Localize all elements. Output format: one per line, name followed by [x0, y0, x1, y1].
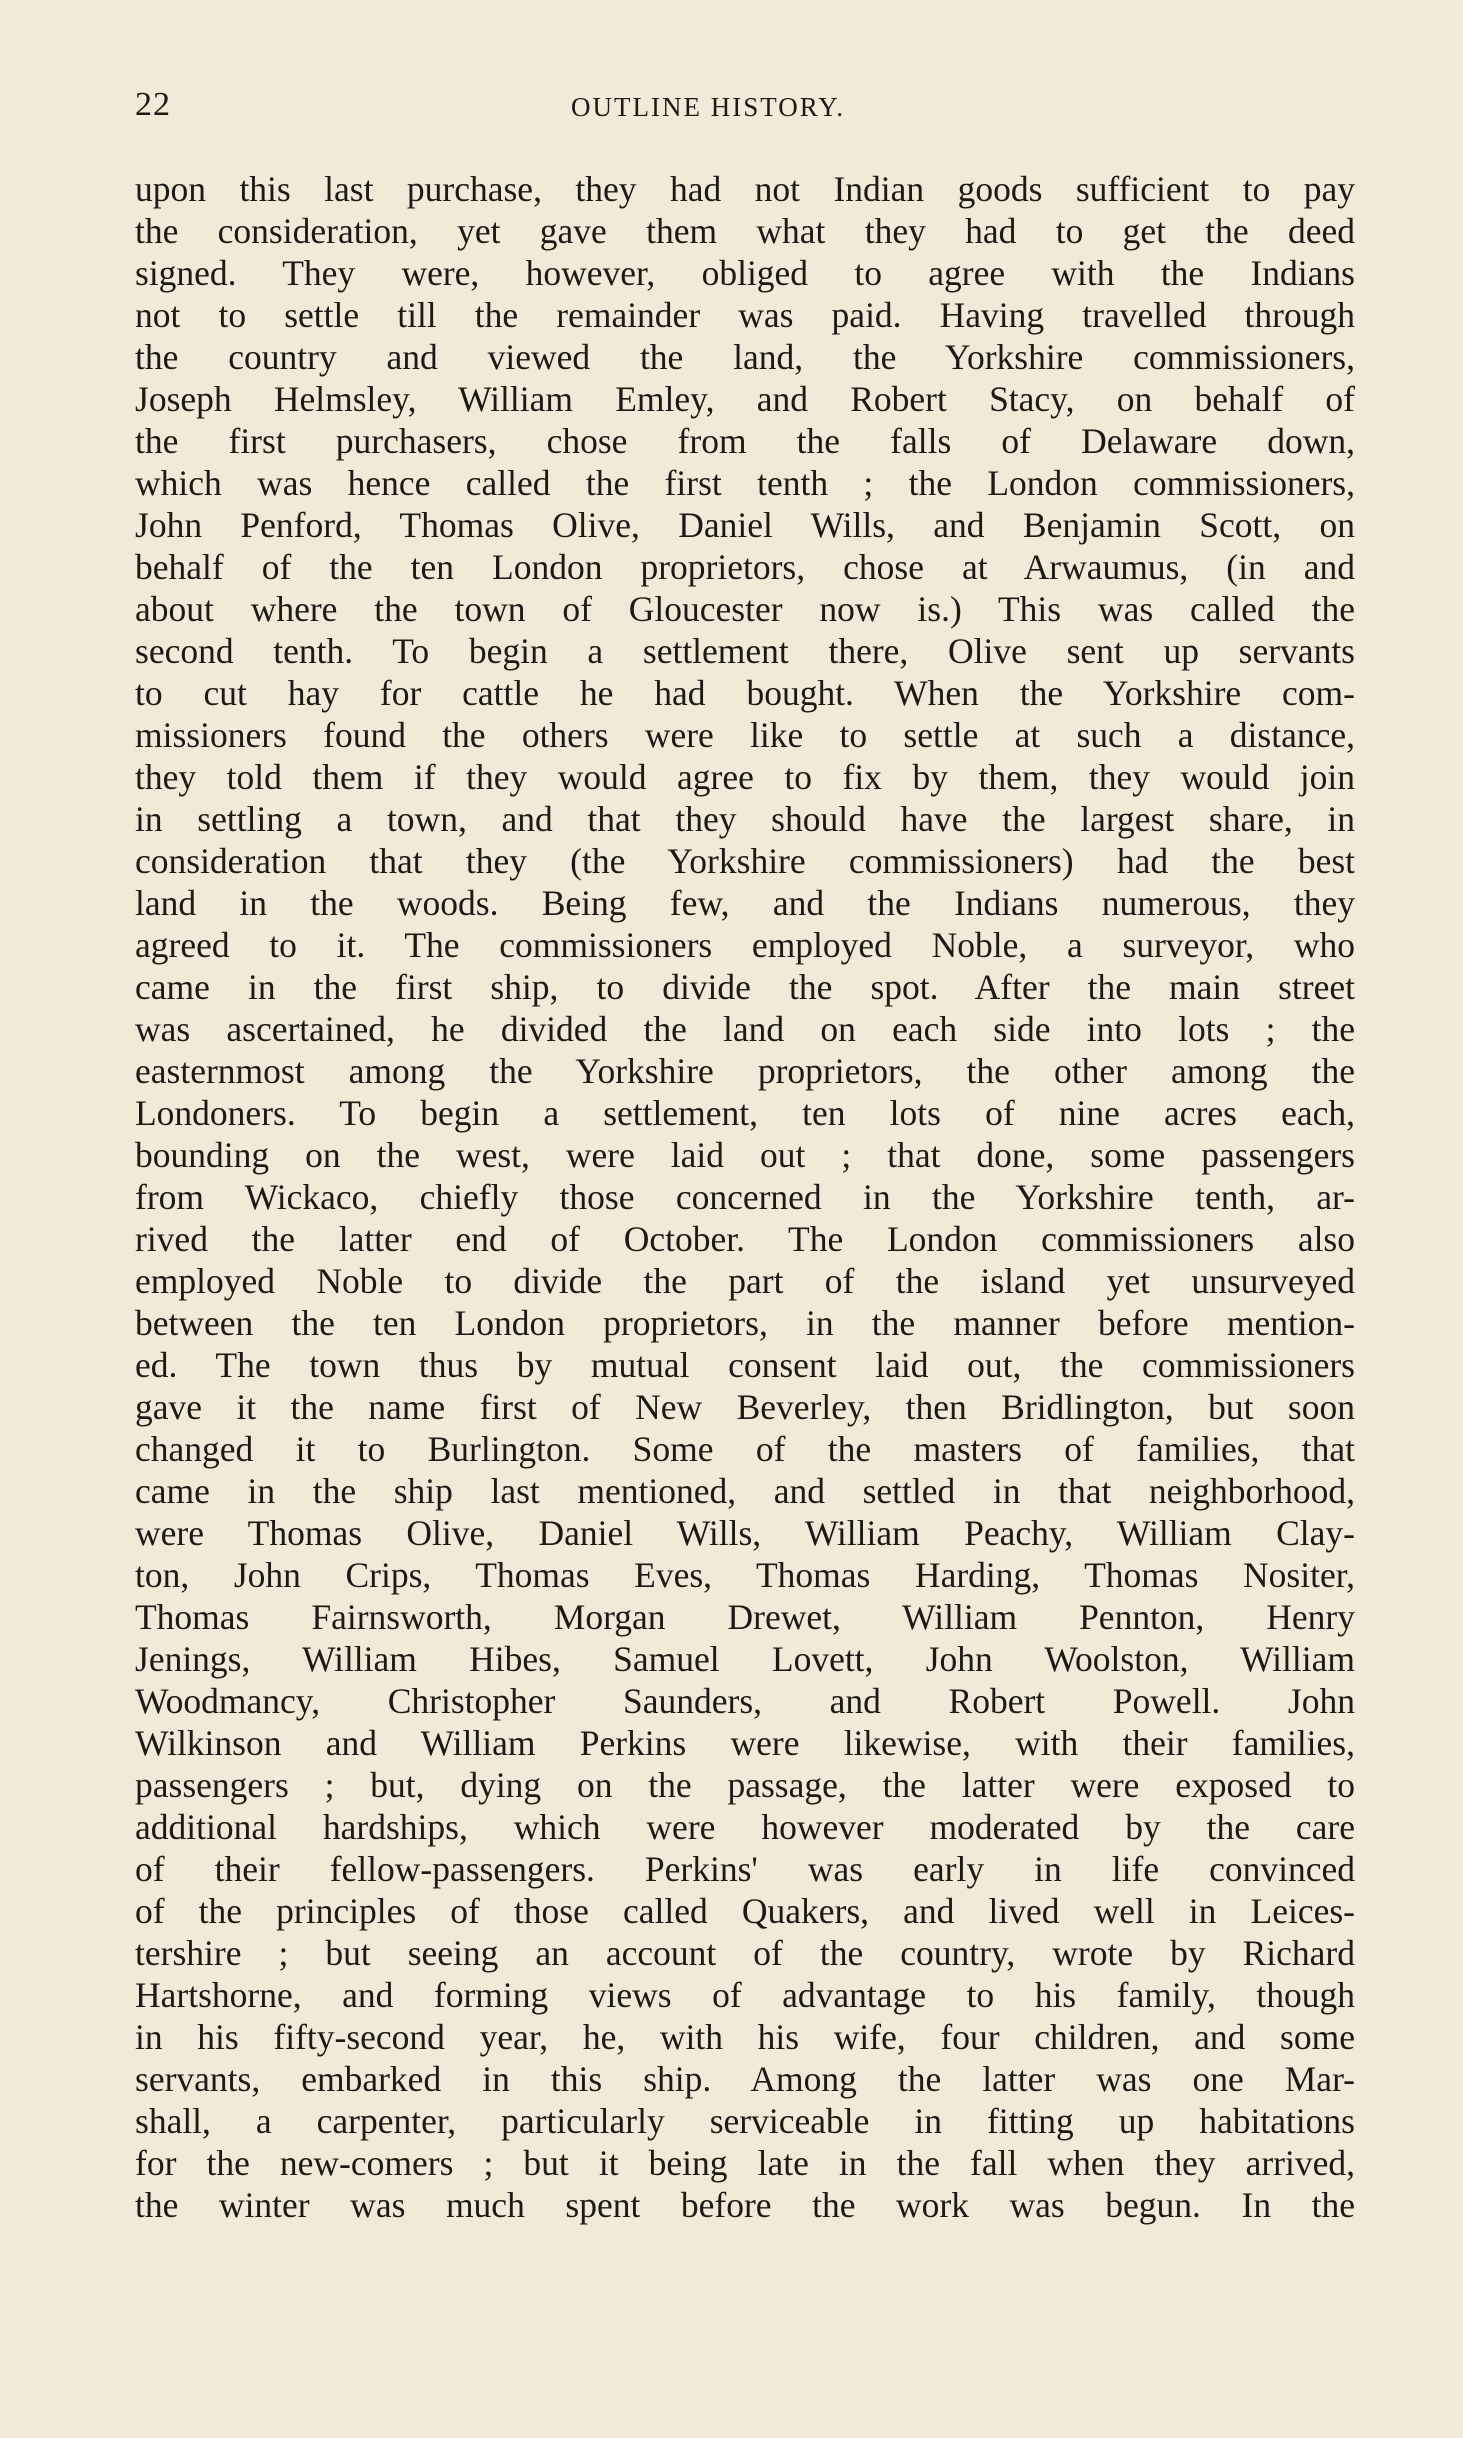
text-line: the winter was much spent before the work was begun. In the: [135, 2185, 1355, 2225]
page-number: 22: [135, 86, 171, 123]
text-line: easternmost among the Yorkshire proprietors, the other among the: [135, 1051, 1355, 1091]
text-line: land in the woods. Being few, and the Indians numerous, they: [135, 883, 1355, 923]
text-line: between the ten London proprietors, in the manner before mention-: [135, 1303, 1355, 1343]
text-line: John Penford, Thomas Olive, Daniel Wills, and Benjamin Scott, on: [135, 505, 1355, 545]
text-line: ed. The town thus by mutual consent laid out, the commissioners: [135, 1345, 1355, 1385]
text-line: came in the first ship, to divide the spot. After the main street: [135, 967, 1355, 1007]
text-line: in settling a town, and that they should have the largest share, in: [135, 799, 1355, 839]
text-line: about where the town of Gloucester now is.) This was called the: [135, 589, 1355, 629]
text-line: changed it to Burlington. Some of the masters of families, that: [135, 1429, 1355, 1469]
text-line: second tenth. To begin a settlement there, Olive sent up servants: [135, 631, 1355, 671]
text-line: Joseph Helmsley, William Emley, and Robert Stacy, on behalf of: [135, 379, 1355, 419]
text-line: passengers ; but, dying on the passage, the latter were exposed to: [135, 1765, 1355, 1805]
text-line: they told them if they would agree to fix by them, they would join: [135, 757, 1355, 797]
text-line: upon this last purchase, they had not Indian goods sufficient to pay: [135, 169, 1355, 209]
text-line: bounding on the west, were laid out ; that done, some passengers: [135, 1135, 1355, 1175]
text-line: the first purchasers, chose from the falls of Delaware down,: [135, 421, 1355, 461]
text-line: to cut hay for cattle he had bought. When the Yorkshire com-: [135, 673, 1355, 713]
text-line: shall, a carpenter, particularly serviceable in fitting up habitations: [135, 2101, 1355, 2141]
text-line: Woodmancy, Christopher Saunders, and Robert Powell. John: [135, 1681, 1355, 1721]
text-line: gave it the name first of New Beverley, then Bridlington, but soon: [135, 1387, 1355, 1427]
text-line: rived the latter end of October. The London commissioners also: [135, 1219, 1355, 1259]
running-head: OUTLINE HISTORY.: [571, 92, 846, 122]
text-line: Londoners. To begin a settlement, ten lots of nine acres each,: [135, 1093, 1355, 1133]
body-text: [135, 168, 1355, 2226]
text-line: not to settle till the remainder was paid. Having travelled through: [135, 295, 1355, 335]
text-line: the country and viewed the land, the Yorkshire commissioners,: [135, 337, 1355, 377]
text-line: Thomas Fairnsworth, Morgan Drewet, William Pennton, Henry: [135, 1597, 1355, 1637]
text-line: of their fellow-passengers. Perkins' was early in life convinced: [135, 1849, 1355, 1889]
text-line: the consideration, yet gave them what they had to get the deed: [135, 211, 1355, 251]
text-line: came in the ship last mentioned, and settled in that neighborhood,: [135, 1471, 1355, 1511]
page-header: [135, 86, 1355, 136]
text-line: servants, embarked in this ship. Among the latter was one Mar-: [135, 2059, 1355, 2099]
text-line: consideration that they (the Yorkshire commissioners) had the best: [135, 841, 1355, 881]
text-line: Hartshorne, and forming views of advantage to his family, though: [135, 1975, 1355, 2015]
text-line: additional hardships, which were however moderated by the care: [135, 1807, 1355, 1847]
text-line: tershire ; but seeing an account of the country, wrote by Richard: [135, 1933, 1355, 1973]
text-line: missioners found the others were like to settle at such a distance,: [135, 715, 1355, 755]
text-line: were Thomas Olive, Daniel Wills, William Peachy, William Clay-: [135, 1513, 1355, 1553]
text-line: ton, John Crips, Thomas Eves, Thomas Harding, Thomas Nositer,: [135, 1555, 1355, 1595]
text-line: behalf of the ten London proprietors, chose at Arwaumus, (in and: [135, 547, 1355, 587]
text-line: signed. They were, however, obliged to agree with the Indians: [135, 253, 1355, 293]
text-line: which was hence called the first tenth ; the London commissioners,: [135, 463, 1355, 503]
text-line: of the principles of those called Quakers, and lived well in Leices-: [135, 1891, 1355, 1931]
text-line: was ascertained, he divided the land on each side into lots ; the: [135, 1009, 1355, 1049]
text-line: in his fifty-second year, he, with his wife, four children, and some: [135, 2017, 1355, 2057]
text-line: Jenings, William Hibes, Samuel Lovett, John Woolston, William: [135, 1639, 1355, 1679]
text-line: from Wickaco, chiefly those concerned in the Yorkshire tenth, ar-: [135, 1177, 1355, 1217]
text-line: Wilkinson and William Perkins were likewise, with their families,: [135, 1723, 1355, 1763]
text-line: agreed to it. The commissioners employed Noble, a surveyor, who: [135, 925, 1355, 965]
text-line: employed Noble to divide the part of the island yet unsurveyed: [135, 1261, 1355, 1301]
text-line: for the new-comers ; but it being late in the fall when they arrived,: [135, 2143, 1355, 2183]
